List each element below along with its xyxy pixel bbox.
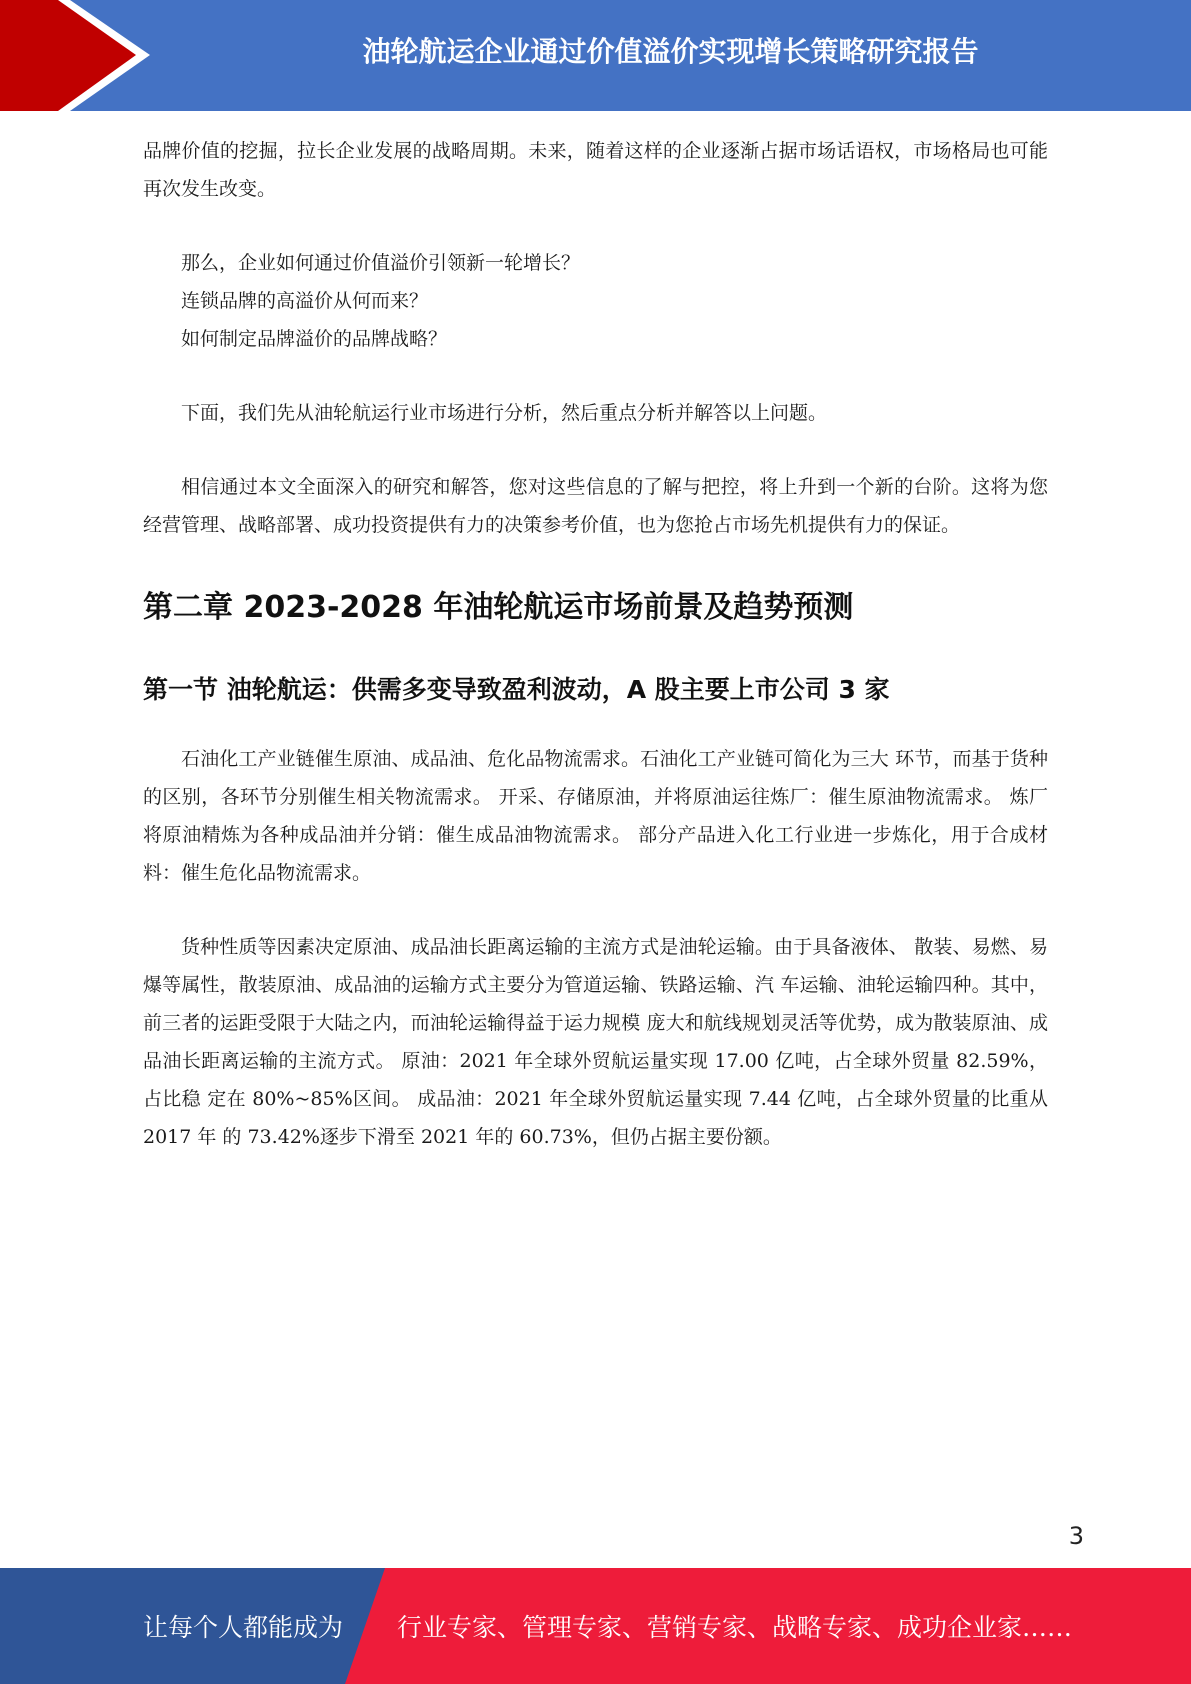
document-body xyxy=(143,132,1048,1156)
chevron-arrow-icon xyxy=(0,0,160,111)
lead-paragraph: 下面，我们先从油轮航运行业市场进行分析，然后重点分析并解答以上问题。 xyxy=(181,402,828,424)
question-2: 连锁品牌的高溢价从何而来？ xyxy=(181,290,429,312)
page-number: 3 xyxy=(1068,1522,1084,1550)
question-3: 如何制定品牌溢价的品牌战略？ xyxy=(181,328,448,350)
chapter-title: 第二章 2023-2028 年油轮航运市场前景及趋势预测 xyxy=(143,590,854,625)
footer-slogan-right: 行业专家、管理专家、营销专家、战略专家、成功企业家…… xyxy=(397,1613,1073,1642)
page-footer xyxy=(0,1568,1191,1684)
paragraph-transport: 货种性质等因素决定原油、成品油长距离运输的主流方式是油轮运输。由于具备液体、 散装、易燃、易爆等属性，散装原油、成品油的运输方式主要分为管道运输、铁路运输、汽 车运输、油轮运输四种。其中，前三者的运距受限于大陆之内，而油轮运输得益于运力规模 庞大和航线规划灵活等优势，成为散装原油、成品油长距离运输的主流方式。 原油：2021 年全球外贸航运量实现 17.00 亿吨，占全球外贸量 82.59%，占比稳 定在 80%~85%区间。 成品油：2021 年全球外贸航运量实现 7.44 亿吨，占全球外贸量的比重从 2017 年 的 73.42%逐步下滑至 2021 年的 60.73%，但仍占据主要份额。 xyxy=(143,936,1048,1148)
question-1: 那么，企业如何通过价值溢价引领新一轮增长？ xyxy=(181,252,581,274)
footer-slogan-left: 让每个人都能成为 xyxy=(143,1613,344,1642)
intro-continuation: 品牌价值的挖掘，拉长企业发展的战略周期。未来，随着这样的企业逐渐占据市场话语权，市场格局也可能再次发生改变。 xyxy=(143,140,1048,200)
page-header xyxy=(0,0,1191,111)
header-title: 油轮航运企业通过价值溢价实现增长策略研究报告 xyxy=(362,35,979,68)
belief-paragraph: 相信通过本文全面深入的研究和解答，您对这些信息的了解与把控，将上升到一个新的台阶。这将为您经营管理、战略部署、成功投资提供有力的决策参考价值，也为您抢占市场先机提供有力的保证。 xyxy=(143,476,1048,536)
paragraph-petrochemical: 石油化工产业链催生原油、成品油、危化品物流需求。石油化工产业链可简化为三大 环节，而基于货种的区别，各环节分别催生相关物流需求。 开采、存储原油，并将原油运往炼厂：催生原油物流需求。 炼厂将原油精炼为各种成品油并分销：催生成品油物流需求。 部分产品进入化工行业进一步炼化，用于合成材料：催生危化品物流需求。 xyxy=(143,748,1048,884)
section-title: 第一节 油轮航运：供需多变导致盈利波动，A 股主要上市公司 3 家 xyxy=(143,675,890,704)
